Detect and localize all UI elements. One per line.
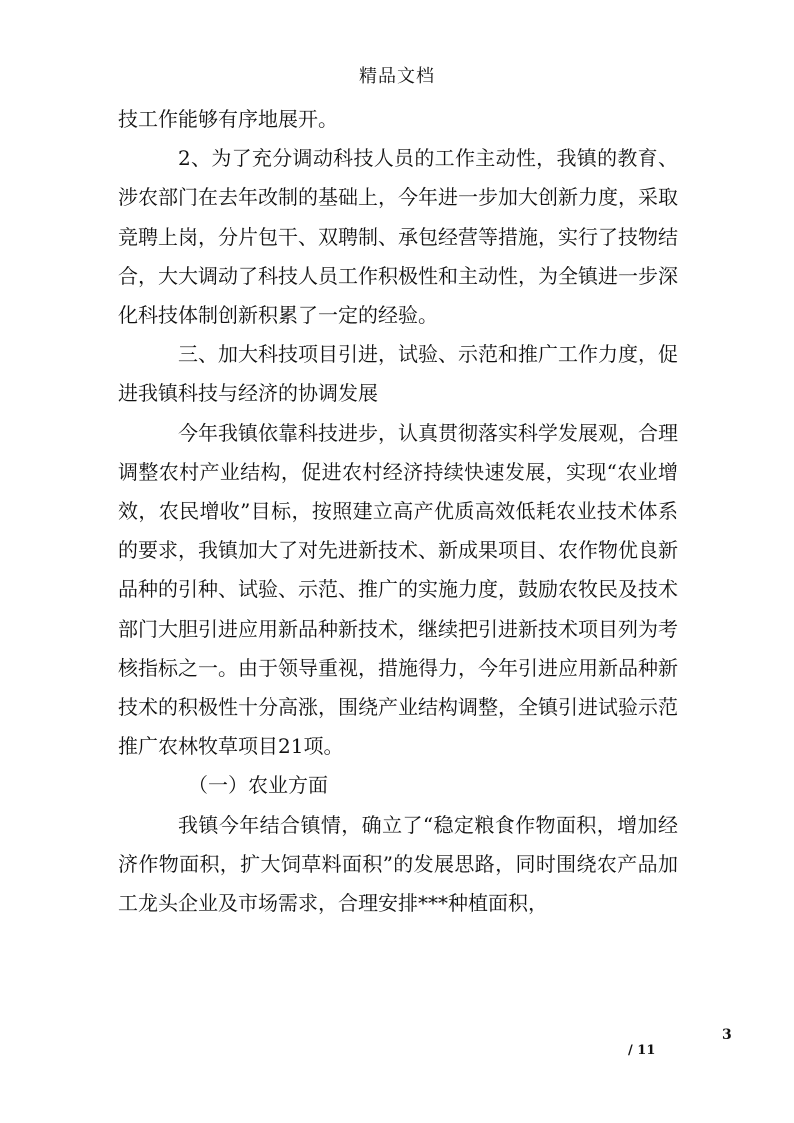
page-number: 3 [722, 1027, 732, 1043]
page-total: / 11 [628, 1043, 656, 1058]
paragraph-section-3-intro: 今年我镇依靠科技进步，认真贯彻落实科学发展观，合理调整农村产业结构，促进农村经济持续快速发展，实现“农业增效，农民增收”目标，按照建立高产优质高效低耗农业技术体系的要求，我镇加大了对先进新技术、新成果项目、农作物优良新品种的引种、试验、示范、推广的实施力度，鼓励农牧民及技术部门大胆引进应用新品种新技术，继续把引进新技术项目列为考核指标之一。由于领导重视，措施得力，今年引进应用新品种新技术的积极性十分高涨，围绕产业结构调整，全镇引进试验示范推广农林牧草项目21项。 [118, 420, 678, 759]
subsection-heading-agriculture: （一）农业方面 [188, 773, 328, 798]
page-header-title: 精品文档 [359, 66, 435, 87]
paragraph-item-2: 2、为了充分调动科技人员的工作主动性，我镇的教育、涉农部门在去年改制的基础上，今年进一步加大创新力度，采取竞聘上岗，分片包干、双聘制、承包经营等措施，实行了技物结合，大大调动了科技人员工作积极性和主动性，为全镇进一步深化科技体制创新积累了一定的经验。 [118, 146, 678, 328]
paragraph-agriculture: 我镇今年结合镇情，确立了“稳定粮食作物面积，增加经济作物面积，扩大饲草料面积”的发展思路，同时围绕农产品加工龙头企业及市场需求，合理安排***种植面积， [118, 812, 678, 916]
document-body [118, 100, 678, 923]
paragraph-continuation: 技工作能够有序地展开。 [118, 107, 338, 131]
section-heading-3: 三、加大科技项目引进，试验、示范和推广工作力度，促进我镇科技与经济的协调发展 [118, 342, 678, 406]
